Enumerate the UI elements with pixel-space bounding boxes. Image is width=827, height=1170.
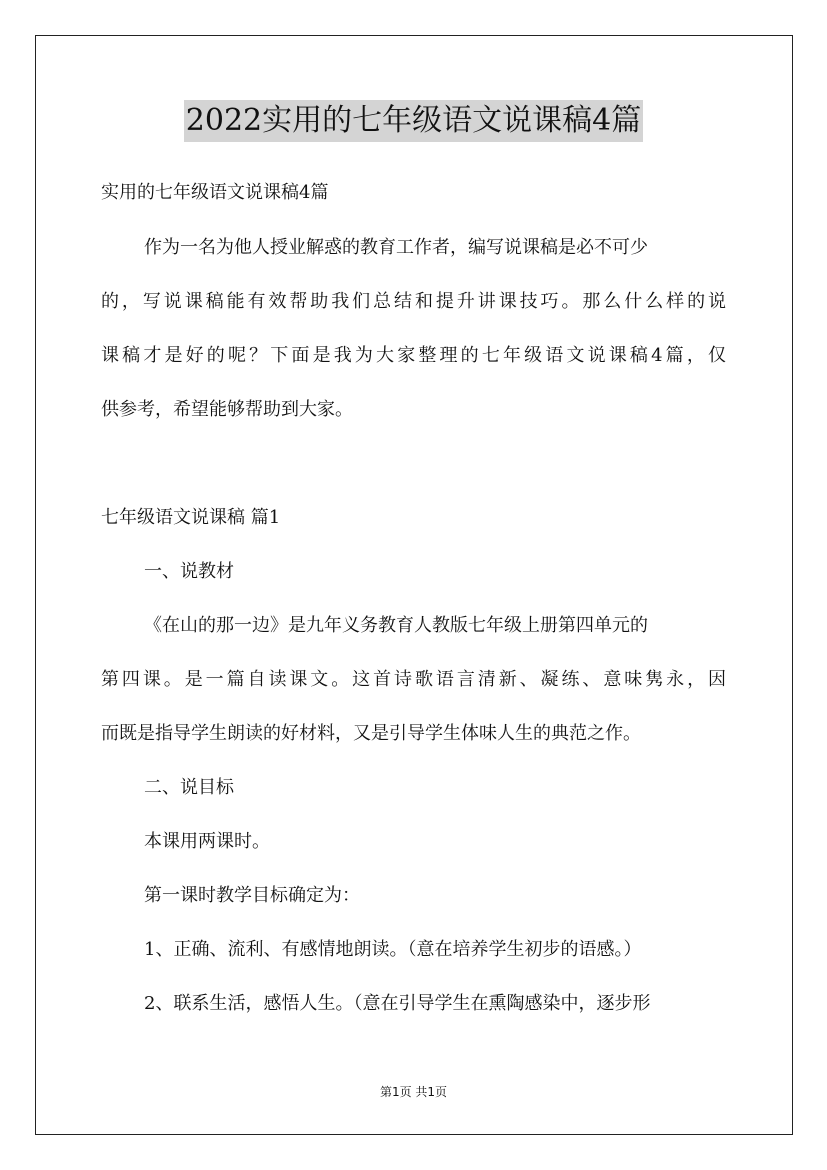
part1-line: 《在山的那一边》是九年义务教育人教版七年级上册第四单元的 — [144, 615, 648, 636]
section-heading: 七年级语文说课稿 篇1 — [101, 507, 281, 528]
part1-line: 第四课。是一篇自读课文。这首诗歌语言清新、凝练、意味隽永，因 — [101, 669, 726, 690]
part2-line: 1、正确、流利、有感情地朗读。（意在培养学生初步的语感。） — [144, 939, 642, 960]
document-title: 2022实用的七年级语文说课稿4篇 — [184, 100, 643, 142]
title-area — [0, 100, 827, 142]
part1-heading: 一、说教材 — [144, 561, 234, 582]
page-footer — [0, 1083, 827, 1101]
intro-line: 的，写说课稿能有效帮助我们总结和提升讲课技巧。那么什么样的说 — [101, 291, 726, 312]
intro-line: 作为一名为他人授业解惑的教育工作者，编写说课稿是必不可少 — [144, 237, 648, 258]
intro-line: 课稿才是好的呢？下面是我为大家整理的七年级语文说课稿4篇，仅 — [101, 345, 726, 366]
part2-line: 2、联系生活，感悟人生。（意在引导学生在熏陶感染中，逐步形 — [144, 993, 651, 1014]
part2-heading: 二、说目标 — [144, 777, 234, 798]
part2-line: 第一课时教学目标确定为： — [144, 885, 360, 906]
document-subtitle: 实用的七年级语文说课稿4篇 — [101, 182, 329, 203]
intro-line: 供参考，希望能够帮助到大家。 — [101, 399, 353, 420]
part1-line: 而既是指导学生朗读的好材料，又是引导学生体味人生的典范之作。 — [101, 723, 641, 744]
page-number: 第1页 共1页 — [379, 1085, 448, 1099]
part2-line: 本课用两课时。 — [144, 831, 270, 852]
